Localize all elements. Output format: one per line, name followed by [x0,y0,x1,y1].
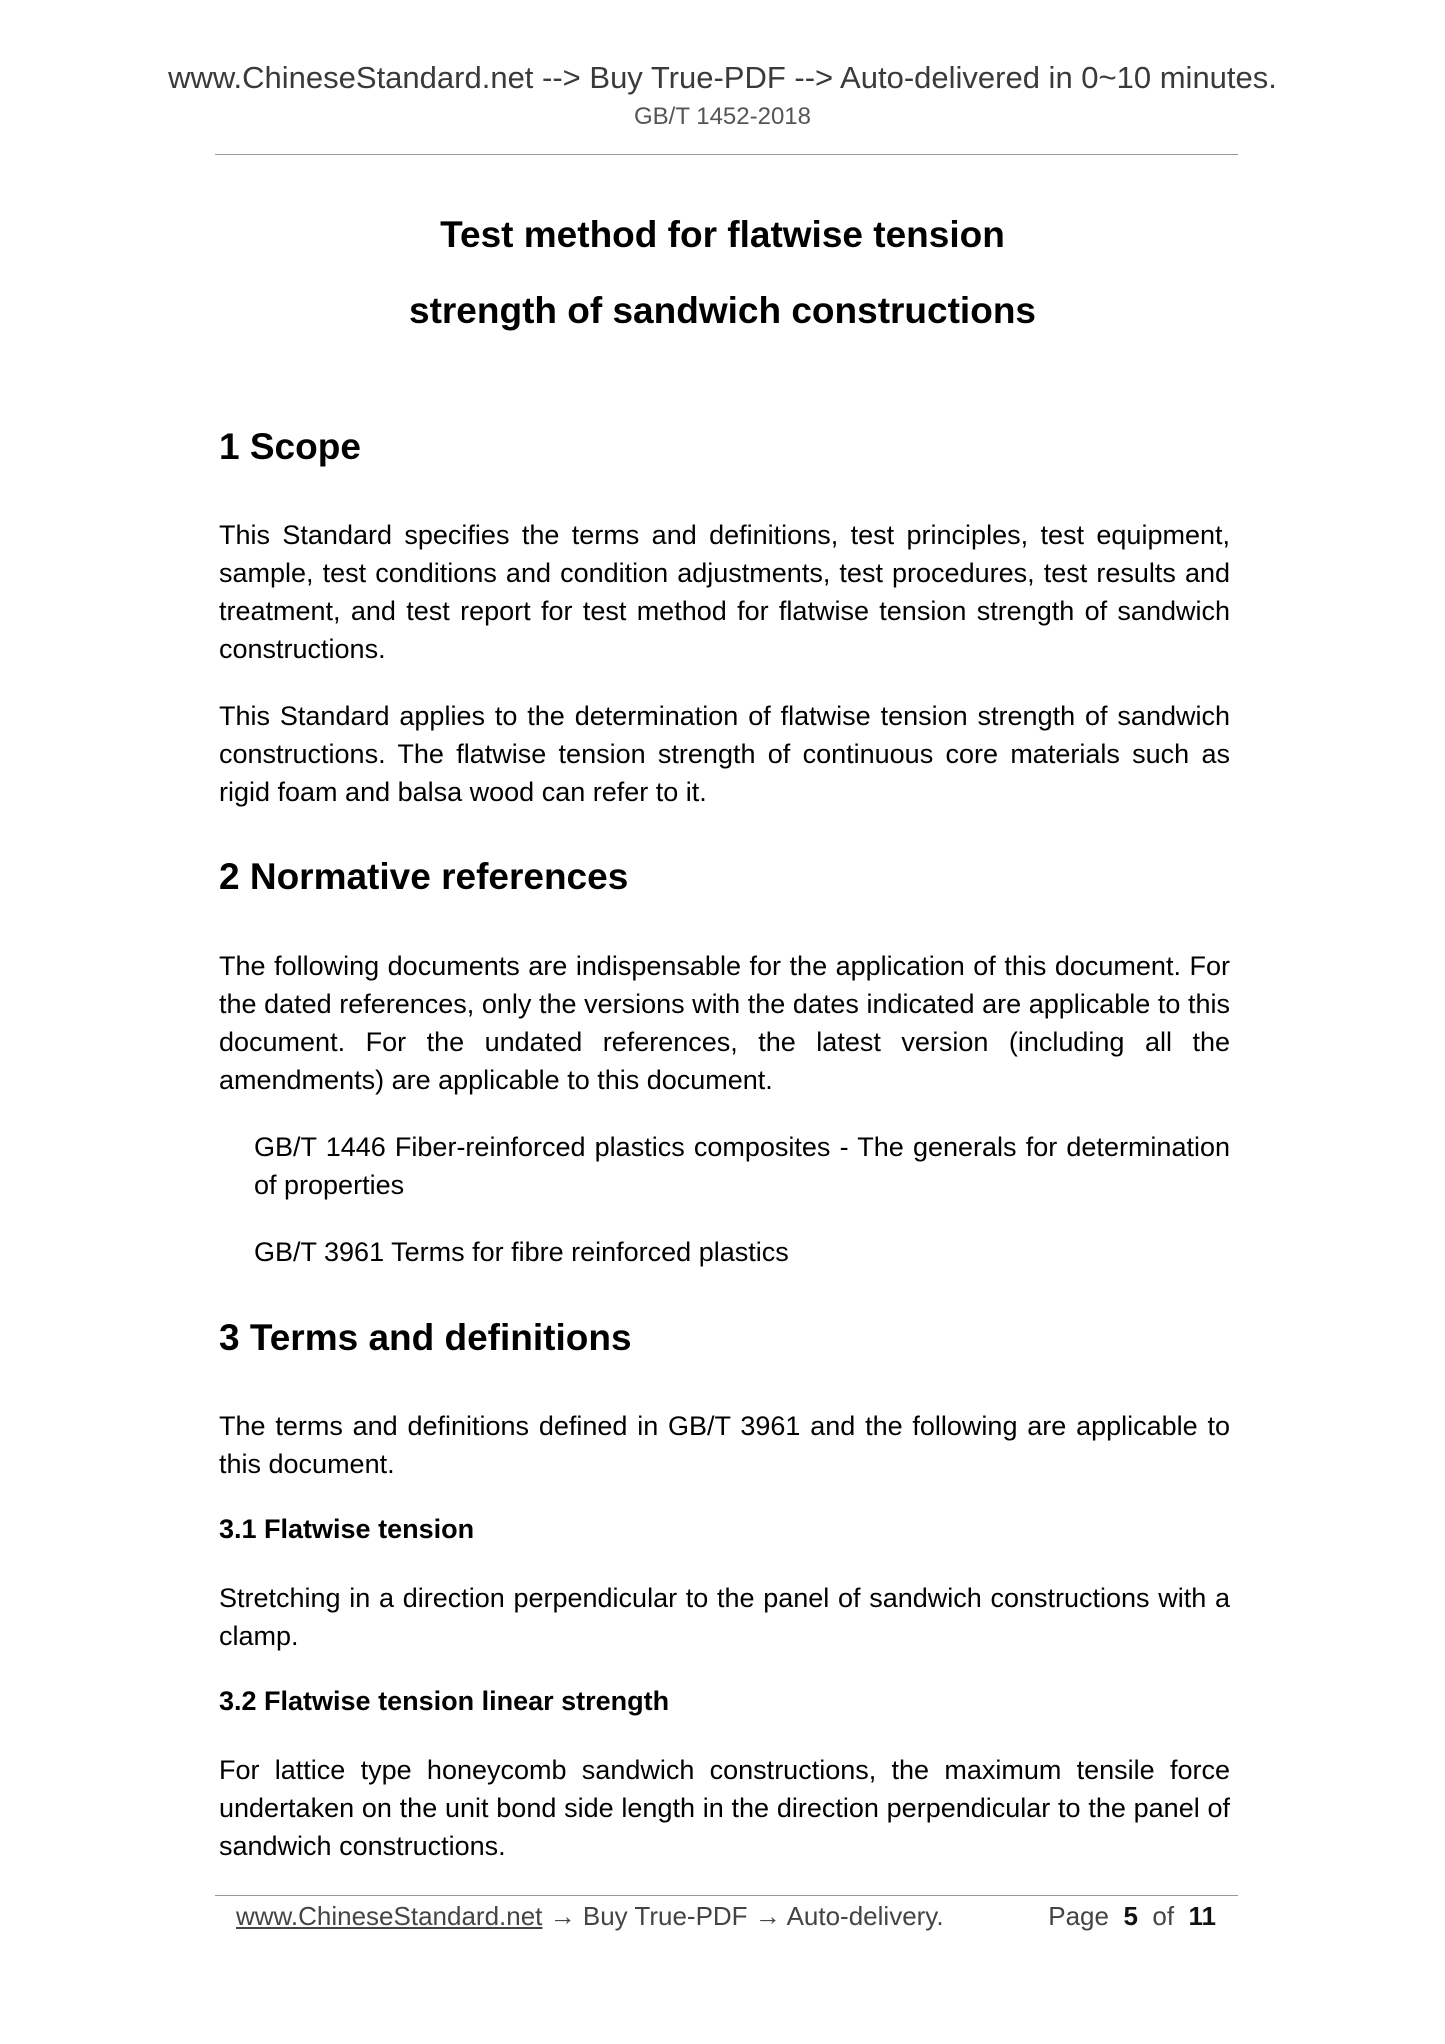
normative-reference-1: GB/T 1446 Fiber-reinforced plastics composites - The generals for determination of properties [254,1132,1230,1200]
header-divider [215,154,1238,155]
term-3-2-heading: 3.2 Flatwise tension linear strength [219,1686,670,1716]
page-number [1048,1896,1216,1936]
page-header [0,58,1445,132]
term-3-2-definition: For lattice type honeycomb sandwich constructions, the maximum tensile force undertaken on the unit bond side length in the direction perpendicular to the panel of sandwich constructions. [219,1755,1230,1861]
standard-code: GB/T 1452-2018 [633,103,811,130]
section-heading-scope: 1 Scope [219,426,361,467]
normative-paragraph-1: The following documents are indispensable for the application of this document. For the dated references, only the versions with the dates indicated are applicable to this document. For the undated references, the latest version (including all the amendments) are applicable to this document. [219,951,1230,1095]
scope-paragraph-1: This Standard specifies the terms and definitions, test principles, test equipment, sample, test conditions and condition adjustments, test procedures, test results and treatment, and test report for test method for flatwise tension strength of sandwich constructions. [219,520,1230,664]
document-title-line-2: strength of sandwich constructions [409,290,1036,331]
header-promo-text: www.ChineseStandard.net --> Buy True-PDF --> Auto-delivered in 0~10 minutes. [168,60,1277,95]
page-label: Page [1048,1901,1109,1931]
scope-paragraph-2: This Standard applies to the determination of flatwise tension strength of sandwich constructions. The flatwise tension strength of continuous core materials such as rigid foam and balsa wood can refer to it. [219,701,1230,807]
page-total: 11 [1188,1901,1216,1931]
footer-website-link[interactable]: www.ChineseStandard.net [236,1901,543,1931]
section-heading-normative-references: 2 Normative references [219,856,629,897]
page-footer [236,1896,1216,1936]
section-heading-terms-definitions: 3 Terms and definitions [219,1317,632,1358]
term-3-1-definition: Stretching in a direction perpendicular to the panel of sandwich constructions with a clamp. [219,1583,1230,1651]
normative-reference-2: GB/T 3961 Terms for fibre reinforced plastics [254,1237,789,1267]
of-label: of [1152,1901,1175,1931]
term-3-1-heading: 3.1 Flatwise tension [219,1514,475,1544]
page-current: 5 [1123,1901,1138,1931]
footer-promo-text: → Buy True-PDF → Auto-delivery. [542,1901,944,1931]
document-title-line-1: Test method for flatwise tension [440,214,1005,255]
terms-paragraph-1: The terms and definitions defined in GB/T 3961 and the following are applicable to this document. [219,1411,1230,1479]
